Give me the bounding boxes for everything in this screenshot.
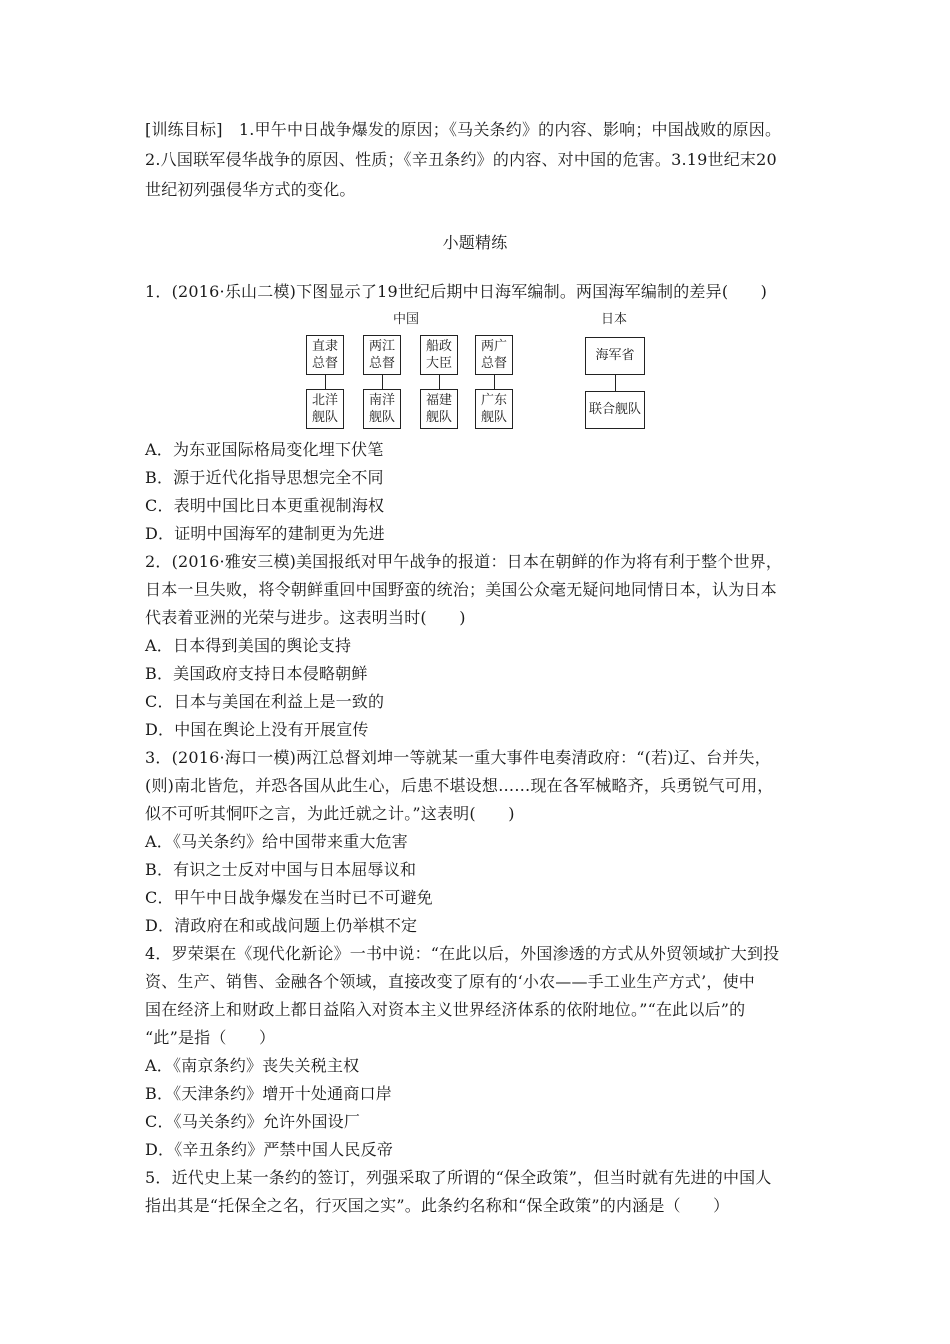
q3-option: A．《马关条约》给中国带来重大危害 [145,832,408,851]
q4-stem-line: 资、生产、销售、金融各个领域，直接改变了原有的‘小农——手工业生产方式’，使中 [145,972,755,991]
q3-stem-line: 3．(2016·海口一模)两江总督刘坤一等就某一重大事件电奏清政府：“(若)辽、台并失， [145,748,771,767]
q5-stem-line: 5．近代史上某一条约的签订，列强采取了所谓的“保全政策”，但当时就有先进的中国人 [145,1168,772,1187]
q2-option: A．日本得到美国的舆论支持 [145,636,352,655]
china-bottom-box: 广东 舰队 [475,389,513,429]
diagram-japan-label: 日本 [601,312,628,327]
q4-stem-line: “此”是指（ ） [145,1028,276,1047]
q1-option: D．证明中国海军的建制更为先进 [145,524,385,543]
q4-stem-line: 国在经济上和财政上都日益陷入对资本主义世界经济体系的依附地位。”“在此以后”的 [145,1000,746,1019]
china-top-box: 直隶 总督 [306,335,344,375]
q2-option: C．日本与美国在利益上是一致的 [145,692,385,711]
q2-stem-line: 2．(2016·雅安三模)美国报纸对甲午战争的报道：日本在朝鲜的作为将有利于整个世界， [145,552,783,571]
japan-bottom-box: 联合舰队 [585,391,645,429]
connector-line [494,375,495,389]
q1-option: B．源于近代化指导思想完全不同 [145,468,384,487]
q3-stem-line: 似不可听其恫吓之言，为此迁就之计。”这表明( ) [145,804,515,823]
q2-option: B．美国政府支持日本侵略朝鲜 [145,664,368,683]
q3-stem-line: (则)南北皆危，并恐各国从此生心，后患不堪设想……现在各军械略齐，兵勇锐气可用， [145,776,774,795]
china-bottom-box: 南洋 舰队 [363,389,401,429]
china-top-box: 两江 总督 [363,335,401,375]
q1-stem: 1．(2016·乐山二模)下图显示了19世纪后期中日海军编制。两国海军编制的差异( ) [145,282,768,301]
q2-stem-line: 代表着亚洲的光荣与进步。这表明当时( ) [145,608,466,627]
connector-line [615,375,616,391]
connector-line [325,375,326,389]
q4-option: B．《天津条约》增开十处通商口岸 [145,1084,392,1103]
q3-option: D．清政府在和或战问题上仍举棋不定 [145,916,418,935]
q2-stem-line: 日本一旦失败，将令朝鲜重回中国野蛮的统治；美国公众毫无疑问地同情日本，认为日本 [145,580,777,599]
china-top-box: 两广 总督 [475,335,513,375]
q4-option: A．《南京条约》丧失关税主权 [145,1056,360,1075]
connector-line [382,375,383,389]
china-top-box: 船政 大臣 [420,335,458,375]
section-title: 小题精练 [442,233,508,252]
q1-option: C．表明中国比日本更重视制海权 [145,496,385,515]
q4-option: C．《马关条约》允许外国设厂 [145,1112,361,1131]
china-bottom-box: 北洋 舰队 [306,389,344,429]
diagram-china-label: 中国 [393,312,420,327]
goal-line-3: 世纪初列强侵华方式的变化。 [145,180,356,199]
china-bottom-box: 福建 舰队 [420,389,458,429]
goal-line-2: 2.八国联军侵华战争的原因、性质；《辛丑条约》的内容、对中国的危害。3.19世纪末20 [145,150,777,169]
q4-stem-line: 4．罗荣渠在《现代化新论》一书中说：“在此以后，外国渗透的方式从外贸领域扩大到投 [145,944,780,963]
q5-stem-line: 指出其是“托保全之名，行灭国之实”。此条约名称和“保全政策”的内涵是（ ） [145,1196,730,1215]
q2-option: D．中国在舆论上没有开展宣传 [145,720,369,739]
q3-option: C．甲午中日战争爆发在当时已不可避免 [145,888,433,907]
q1-option: A．为东亚国际格局变化埋下伏笔 [145,440,384,459]
q3-option: B．有识之士反对中国与日本屈辱议和 [145,860,417,879]
q4-option: D．《辛丑条约》严禁中国人民反帝 [145,1140,394,1159]
japan-top-box: 海军省 [585,337,645,375]
goal-line-1: [训练目标] 1.甲午中日战争爆发的原因；《马关条约》的内容、影响；中国战败的原因。 [145,120,782,139]
connector-line [439,375,440,389]
